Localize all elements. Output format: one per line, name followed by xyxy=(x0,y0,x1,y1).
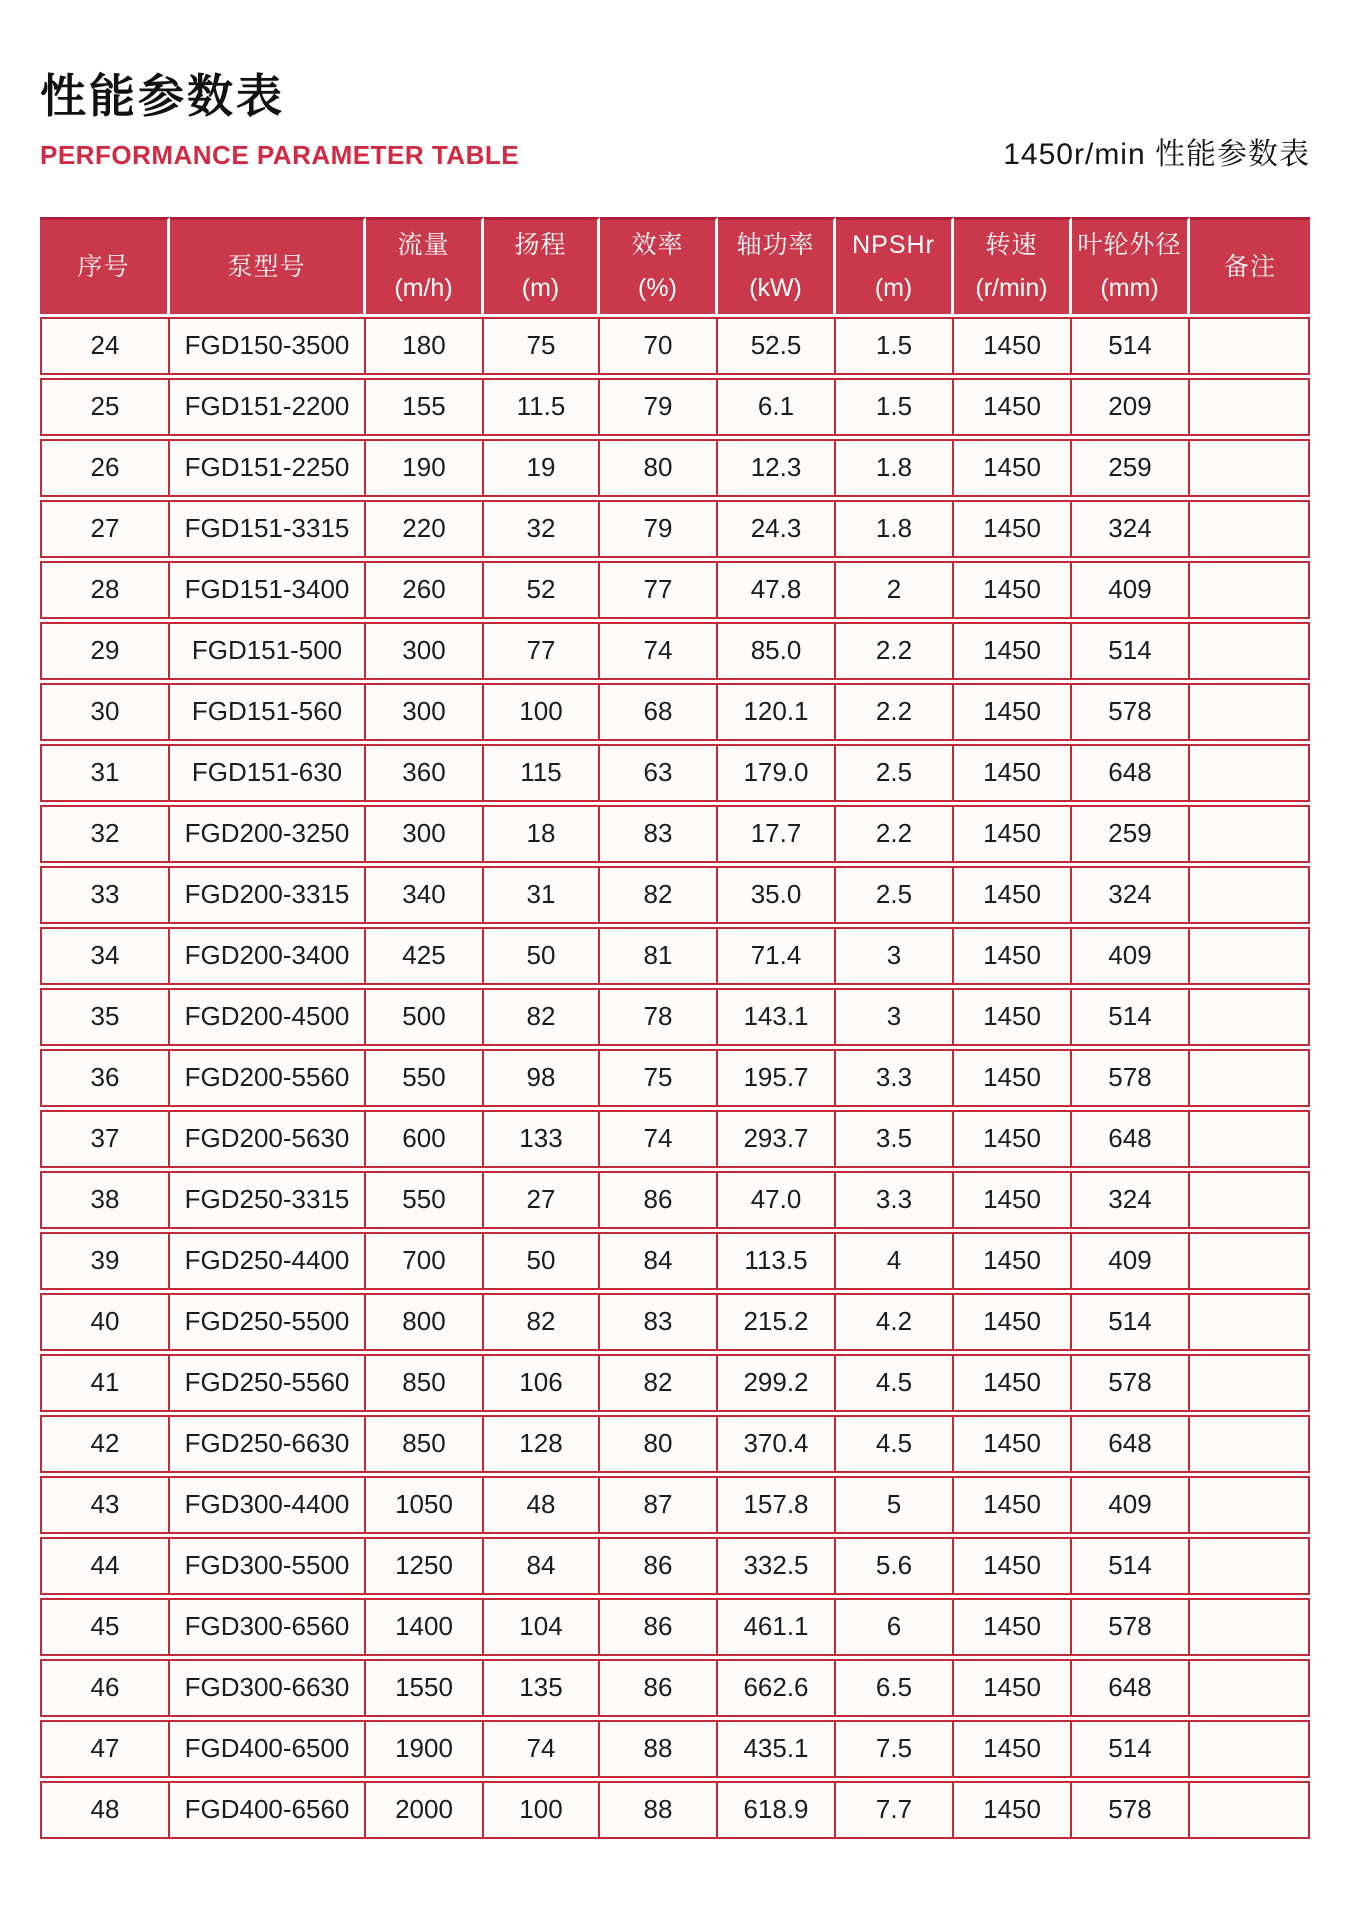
table-cell: 37 xyxy=(40,1110,170,1168)
table-cell: 155 xyxy=(366,378,484,436)
table-cell: 4.5 xyxy=(836,1415,954,1473)
table-cell: 648 xyxy=(1072,744,1190,802)
table-cell: 514 xyxy=(1072,1537,1190,1595)
table-cell: 1450 xyxy=(954,378,1072,436)
table-cell: 3 xyxy=(836,927,954,985)
table-cell: 79 xyxy=(600,378,718,436)
table-cell xyxy=(1190,866,1310,924)
table-cell: 180 xyxy=(366,317,484,375)
table-cell: 41 xyxy=(40,1354,170,1412)
table-cell: 32 xyxy=(40,805,170,863)
table-cell: 17.7 xyxy=(718,805,836,863)
table-cell: 7.7 xyxy=(836,1781,954,1839)
table-cell: 4 xyxy=(836,1232,954,1290)
table-cell: 1450 xyxy=(954,500,1072,558)
table-row xyxy=(40,1110,1310,1168)
table-cell: FGD300-6560 xyxy=(170,1598,366,1656)
table-cell: 578 xyxy=(1072,1781,1190,1839)
table-cell: 1450 xyxy=(954,1171,1072,1229)
table-cell: 30 xyxy=(40,683,170,741)
table-cell: 190 xyxy=(366,439,484,497)
table-cell xyxy=(1190,1171,1310,1229)
table-cell: 115 xyxy=(484,744,600,802)
table-cell: 83 xyxy=(600,805,718,863)
table-cell: 1450 xyxy=(954,1232,1072,1290)
table-cell: 133 xyxy=(484,1110,600,1168)
table-cell: 18 xyxy=(484,805,600,863)
table-cell: 5.6 xyxy=(836,1537,954,1595)
table-cell: 29 xyxy=(40,622,170,680)
table-cell: 33 xyxy=(40,866,170,924)
table-cell: FGD150-3500 xyxy=(170,317,366,375)
table-cell: 87 xyxy=(600,1476,718,1534)
table-cell: 2.5 xyxy=(836,744,954,802)
table-cell: FGD151-2250 xyxy=(170,439,366,497)
table-cell: FGD151-3400 xyxy=(170,561,366,619)
table-cell: 1450 xyxy=(954,1537,1072,1595)
table-cell xyxy=(1190,1598,1310,1656)
table-row xyxy=(40,439,1310,497)
table-cell: 1450 xyxy=(954,1476,1072,1534)
table-cell: 1.8 xyxy=(836,439,954,497)
table-row xyxy=(40,1293,1310,1351)
table-cell: 850 xyxy=(366,1415,484,1473)
table-row xyxy=(40,1720,1310,1778)
table-cell: 74 xyxy=(600,1110,718,1168)
page-header xyxy=(40,0,1310,173)
table-cell: 28 xyxy=(40,561,170,619)
table-cell: FGD250-5560 xyxy=(170,1354,366,1412)
table-cell: 1450 xyxy=(954,1598,1072,1656)
table-cell: 75 xyxy=(600,1049,718,1107)
table-cell: FGD250-5500 xyxy=(170,1293,366,1351)
table-cell: 1450 xyxy=(954,744,1072,802)
table-cell: 1.5 xyxy=(836,378,954,436)
table-cell: FGD250-3315 xyxy=(170,1171,366,1229)
table-cell: 300 xyxy=(366,805,484,863)
table-cell: 128 xyxy=(484,1415,600,1473)
table-cell xyxy=(1190,561,1310,619)
table-cell: FGD151-630 xyxy=(170,744,366,802)
table-cell: 12.3 xyxy=(718,439,836,497)
table-cell: FGD200-5560 xyxy=(170,1049,366,1107)
table-cell: 332.5 xyxy=(718,1537,836,1595)
table-cell: 2.5 xyxy=(836,866,954,924)
table-cell: 85.0 xyxy=(718,622,836,680)
table-cell: 259 xyxy=(1072,439,1190,497)
table-cell xyxy=(1190,988,1310,1046)
table-cell: 100 xyxy=(484,683,600,741)
table-body xyxy=(40,317,1310,1839)
table-cell: 179.0 xyxy=(718,744,836,802)
table-cell xyxy=(1190,1476,1310,1534)
table-cell: 47.8 xyxy=(718,561,836,619)
table-cell: 70 xyxy=(600,317,718,375)
table-cell: 578 xyxy=(1072,1049,1190,1107)
table-cell: 43 xyxy=(40,1476,170,1534)
table-cell: 38 xyxy=(40,1171,170,1229)
table-cell: 1450 xyxy=(954,561,1072,619)
table-cell: 25 xyxy=(40,378,170,436)
table-cell xyxy=(1190,1049,1310,1107)
table-cell: 88 xyxy=(600,1720,718,1778)
table-cell: 1450 xyxy=(954,622,1072,680)
table-cell: 42 xyxy=(40,1415,170,1473)
table-cell: 550 xyxy=(366,1171,484,1229)
table-cell: 40 xyxy=(40,1293,170,1351)
table-row xyxy=(40,866,1310,924)
table-cell: 98 xyxy=(484,1049,600,1107)
table-cell xyxy=(1190,500,1310,558)
table-cell: 1450 xyxy=(954,439,1072,497)
table-cell: FGD200-4500 xyxy=(170,988,366,1046)
table-cell: 82 xyxy=(600,866,718,924)
table-cell xyxy=(1190,1110,1310,1168)
table-cell: 1250 xyxy=(366,1537,484,1595)
table-row xyxy=(40,805,1310,863)
table-cell: 78 xyxy=(600,988,718,1046)
table-cell: 19 xyxy=(484,439,600,497)
table-cell: 360 xyxy=(366,744,484,802)
table-cell: 293.7 xyxy=(718,1110,836,1168)
table-cell: 3.3 xyxy=(836,1171,954,1229)
column-header-remarks: 备注 xyxy=(1190,217,1310,314)
table-cell: 1450 xyxy=(954,988,1072,1046)
table-cell: 215.2 xyxy=(718,1293,836,1351)
table-cell: 45 xyxy=(40,1598,170,1656)
table-cell: 1450 xyxy=(954,1354,1072,1412)
table-cell xyxy=(1190,927,1310,985)
table-cell xyxy=(1190,1354,1310,1412)
table-cell: FGD200-3250 xyxy=(170,805,366,863)
table-cell: 27 xyxy=(484,1171,600,1229)
table-cell: 34 xyxy=(40,927,170,985)
table-row xyxy=(40,1659,1310,1717)
table-cell: 7.5 xyxy=(836,1720,954,1778)
table-cell: 74 xyxy=(484,1720,600,1778)
column-header-flow: 流量 (m/h) xyxy=(366,217,484,314)
table-cell: 1450 xyxy=(954,1293,1072,1351)
table-cell: FGD200-5630 xyxy=(170,1110,366,1168)
table-cell: 514 xyxy=(1072,1720,1190,1778)
table-cell: 850 xyxy=(366,1354,484,1412)
table-cell: 3.3 xyxy=(836,1049,954,1107)
table-cell: 52.5 xyxy=(718,317,836,375)
table-cell: 514 xyxy=(1072,622,1190,680)
table-cell: 618.9 xyxy=(718,1781,836,1839)
table-cell: 409 xyxy=(1072,1476,1190,1534)
table-header-row xyxy=(40,217,1310,314)
table-cell xyxy=(1190,1537,1310,1595)
table-cell: 514 xyxy=(1072,317,1190,375)
table-row xyxy=(40,683,1310,741)
table-cell xyxy=(1190,1232,1310,1290)
table-cell xyxy=(1190,317,1310,375)
table-cell xyxy=(1190,683,1310,741)
table-cell: 4.2 xyxy=(836,1293,954,1351)
table-cell: 220 xyxy=(366,500,484,558)
column-header-index: 序号 xyxy=(40,217,170,314)
table-cell: 77 xyxy=(484,622,600,680)
table-cell: 47 xyxy=(40,1720,170,1778)
table-cell: 2000 xyxy=(366,1781,484,1839)
table-cell: 578 xyxy=(1072,1354,1190,1412)
table-cell: 578 xyxy=(1072,1598,1190,1656)
table-row xyxy=(40,500,1310,558)
table-row xyxy=(40,1415,1310,1473)
table-cell: 50 xyxy=(484,927,600,985)
column-header-speed: 转速 (r/min) xyxy=(954,217,1072,314)
table-cell xyxy=(1190,1781,1310,1839)
table-cell: 46 xyxy=(40,1659,170,1717)
table-cell: 1450 xyxy=(954,1415,1072,1473)
table-cell: FGD151-3315 xyxy=(170,500,366,558)
table-cell: 84 xyxy=(600,1232,718,1290)
table-cell: 157.8 xyxy=(718,1476,836,1534)
table-cell: 800 xyxy=(366,1293,484,1351)
table-cell: FGD250-6630 xyxy=(170,1415,366,1473)
table-cell: 113.5 xyxy=(718,1232,836,1290)
table-cell xyxy=(1190,1415,1310,1473)
table-cell: 80 xyxy=(600,1415,718,1473)
table-cell: 63 xyxy=(600,744,718,802)
table-cell: 74 xyxy=(600,622,718,680)
table-cell: 550 xyxy=(366,1049,484,1107)
table-cell: 1450 xyxy=(954,805,1072,863)
subtitle-row xyxy=(40,129,1310,173)
table-cell: FGD400-6500 xyxy=(170,1720,366,1778)
table-header xyxy=(40,217,1310,314)
table-cell: 6.1 xyxy=(718,378,836,436)
table-cell: FGD300-6630 xyxy=(170,1659,366,1717)
table-cell: 71.4 xyxy=(718,927,836,985)
table-row xyxy=(40,378,1310,436)
table-cell: 1050 xyxy=(366,1476,484,1534)
table-cell: 514 xyxy=(1072,1293,1190,1351)
table-cell: 662.6 xyxy=(718,1659,836,1717)
table-cell: 1450 xyxy=(954,866,1072,924)
table-cell: 52 xyxy=(484,561,600,619)
table-cell: 47.0 xyxy=(718,1171,836,1229)
table-caption-right: 1450r/min 性能参数表 xyxy=(1003,137,1310,171)
table-cell: 88 xyxy=(600,1781,718,1839)
table-cell: 36 xyxy=(40,1049,170,1107)
table-row xyxy=(40,1354,1310,1412)
table-cell: 1450 xyxy=(954,1049,1072,1107)
table-cell: FGD400-6560 xyxy=(170,1781,366,1839)
table-cell: 5 xyxy=(836,1476,954,1534)
table-cell: 195.7 xyxy=(718,1049,836,1107)
table-cell xyxy=(1190,378,1310,436)
table-row xyxy=(40,988,1310,1046)
table-cell: 600 xyxy=(366,1110,484,1168)
table-cell: 209 xyxy=(1072,378,1190,436)
table-cell: 1450 xyxy=(954,1659,1072,1717)
table-cell: 48 xyxy=(40,1781,170,1839)
table-cell: 68 xyxy=(600,683,718,741)
table-row xyxy=(40,1232,1310,1290)
table-cell: 31 xyxy=(484,866,600,924)
table-cell: 39 xyxy=(40,1232,170,1290)
table-row xyxy=(40,1476,1310,1534)
table-cell: 48 xyxy=(484,1476,600,1534)
table-cell: 75 xyxy=(484,317,600,375)
table-cell: 324 xyxy=(1072,500,1190,558)
table-cell: 1450 xyxy=(954,1110,1072,1168)
table-cell: 24.3 xyxy=(718,500,836,558)
table-cell: 648 xyxy=(1072,1659,1190,1717)
table-cell: 259 xyxy=(1072,805,1190,863)
table-cell xyxy=(1190,805,1310,863)
column-header-efficiency: 效率 (%) xyxy=(600,217,718,314)
table-cell: 514 xyxy=(1072,988,1190,1046)
table-cell: 82 xyxy=(484,988,600,1046)
table-cell: 32 xyxy=(484,500,600,558)
table-cell: 1550 xyxy=(366,1659,484,1717)
table-row xyxy=(40,622,1310,680)
table-cell: 300 xyxy=(366,683,484,741)
table-cell xyxy=(1190,1293,1310,1351)
table-cell: 6 xyxy=(836,1598,954,1656)
table-cell: 340 xyxy=(366,866,484,924)
table-row xyxy=(40,1537,1310,1595)
table-cell xyxy=(1190,1720,1310,1778)
table-cell xyxy=(1190,744,1310,802)
table-cell: 1450 xyxy=(954,683,1072,741)
table-cell: 409 xyxy=(1072,927,1190,985)
table-cell: 135 xyxy=(484,1659,600,1717)
table-cell: 4.5 xyxy=(836,1354,954,1412)
table-row xyxy=(40,317,1310,375)
column-header-pump-model: 泵型号 xyxy=(170,217,366,314)
table-cell: 11.5 xyxy=(484,378,600,436)
table-cell: 1900 xyxy=(366,1720,484,1778)
table-row xyxy=(40,1781,1310,1839)
table-cell: 648 xyxy=(1072,1415,1190,1473)
table-cell: 26 xyxy=(40,439,170,497)
table-cell: 83 xyxy=(600,1293,718,1351)
table-cell xyxy=(1190,439,1310,497)
table-cell: 648 xyxy=(1072,1110,1190,1168)
table-cell: 2.2 xyxy=(836,805,954,863)
table-cell: 2 xyxy=(836,561,954,619)
table-cell: 299.2 xyxy=(718,1354,836,1412)
table-cell: 86 xyxy=(600,1171,718,1229)
table-row xyxy=(40,561,1310,619)
table-cell: 300 xyxy=(366,622,484,680)
table-cell: 1450 xyxy=(954,317,1072,375)
page-title: 性能参数表 xyxy=(40,70,285,122)
table-cell: 1450 xyxy=(954,1781,1072,1839)
table-cell: 3.5 xyxy=(836,1110,954,1168)
table-cell xyxy=(1190,622,1310,680)
table-cell: 435.1 xyxy=(718,1720,836,1778)
table-cell: FGD151-560 xyxy=(170,683,366,741)
column-header-impeller-diameter: 叶轮外径 (mm) xyxy=(1072,217,1190,314)
table-cell: 143.1 xyxy=(718,988,836,1046)
table-cell: 500 xyxy=(366,988,484,1046)
table-cell: FGD250-4400 xyxy=(170,1232,366,1290)
table-cell: 86 xyxy=(600,1659,718,1717)
table-cell: 1450 xyxy=(954,1720,1072,1778)
table-row xyxy=(40,744,1310,802)
table-cell: 409 xyxy=(1072,561,1190,619)
table-cell: 1.8 xyxy=(836,500,954,558)
table-cell: 3 xyxy=(836,988,954,1046)
table-cell: FGD200-3315 xyxy=(170,866,366,924)
table-cell: 35 xyxy=(40,988,170,1046)
table-cell: 260 xyxy=(366,561,484,619)
table-cell: 86 xyxy=(600,1537,718,1595)
table-cell: 6.5 xyxy=(836,1659,954,1717)
table-cell: 2.2 xyxy=(836,622,954,680)
table-cell: 106 xyxy=(484,1354,600,1412)
table-cell: 27 xyxy=(40,500,170,558)
table-cell: 1.5 xyxy=(836,317,954,375)
table-cell: 324 xyxy=(1072,1171,1190,1229)
table-cell: 370.4 xyxy=(718,1415,836,1473)
table-cell: 82 xyxy=(600,1354,718,1412)
table-cell: 80 xyxy=(600,439,718,497)
table-cell: 84 xyxy=(484,1537,600,1595)
table-cell: FGD151-500 xyxy=(170,622,366,680)
table-row xyxy=(40,1171,1310,1229)
table-cell: 1400 xyxy=(366,1598,484,1656)
table-cell: 100 xyxy=(484,1781,600,1839)
table-cell: 409 xyxy=(1072,1232,1190,1290)
table-cell: FGD300-5500 xyxy=(170,1537,366,1595)
page-subtitle: PERFORMANCE PARAMETER TABLE xyxy=(40,139,520,170)
table-cell: 461.1 xyxy=(718,1598,836,1656)
table-cell: 81 xyxy=(600,927,718,985)
table-cell: 700 xyxy=(366,1232,484,1290)
table-cell: 24 xyxy=(40,317,170,375)
table-cell: 86 xyxy=(600,1598,718,1656)
table-cell: 104 xyxy=(484,1598,600,1656)
column-header-npshr: NPSHr (m) xyxy=(836,217,954,314)
table-cell: 35.0 xyxy=(718,866,836,924)
table-cell: 120.1 xyxy=(718,683,836,741)
table-cell: 1450 xyxy=(954,927,1072,985)
table-row xyxy=(40,927,1310,985)
table-cell: FGD300-4400 xyxy=(170,1476,366,1534)
table-cell: 79 xyxy=(600,500,718,558)
table-cell: 425 xyxy=(366,927,484,985)
table-cell: 324 xyxy=(1072,866,1190,924)
table-cell: 578 xyxy=(1072,683,1190,741)
table-row xyxy=(40,1049,1310,1107)
table-cell: 31 xyxy=(40,744,170,802)
table-cell: 82 xyxy=(484,1293,600,1351)
table-cell xyxy=(1190,1659,1310,1717)
table-cell: FGD151-2200 xyxy=(170,378,366,436)
table-cell: 77 xyxy=(600,561,718,619)
table-cell: 50 xyxy=(484,1232,600,1290)
table-cell: FGD200-3400 xyxy=(170,927,366,985)
table-row xyxy=(40,1598,1310,1656)
table-cell: 44 xyxy=(40,1537,170,1595)
column-header-shaft-power: 轴功率 (kW) xyxy=(718,217,836,314)
column-header-head: 扬程 (m) xyxy=(484,217,600,314)
performance-parameter-table xyxy=(40,214,1310,1842)
table-cell: 2.2 xyxy=(836,683,954,741)
